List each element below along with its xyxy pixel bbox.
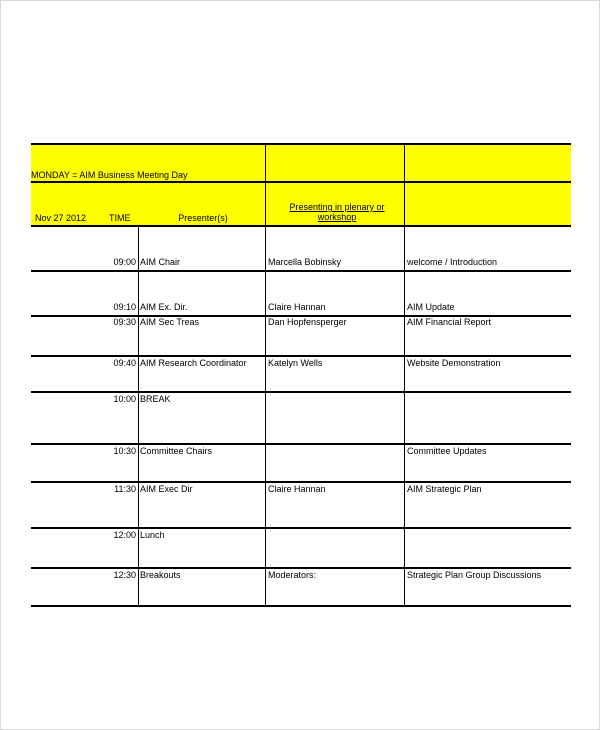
day-title: MONDAY = AIM Business Meeting Day (31, 170, 188, 180)
row-time: 09:10 (113, 302, 136, 312)
date-label: Nov 27 2012 (35, 213, 87, 223)
row-activity: Breakouts (140, 570, 181, 580)
plenary-header-line1: Presenting in plenary or (289, 202, 385, 212)
row-activity: Committee Chairs (140, 446, 213, 456)
row-notes: AIM Financial Report (407, 317, 492, 327)
table-row (31, 567, 571, 605)
table-row (31, 443, 571, 481)
table-row (31, 270, 571, 315)
plenary-header (267, 202, 407, 222)
row-time: 12:00 (113, 530, 136, 540)
table-row (31, 225, 571, 270)
row-notes: Website Demonstration (407, 358, 501, 368)
row-activity: BREAK (140, 394, 171, 404)
rule-row (31, 481, 571, 483)
header-columns-row (31, 181, 571, 225)
row-activity: AIM Sec Treas (140, 317, 200, 327)
row-time: 11:30 (114, 484, 136, 494)
agenda-table (31, 143, 571, 605)
rule-row (31, 315, 571, 317)
rule-header-mid (31, 181, 571, 183)
row-time: 09:40 (113, 358, 136, 368)
col-divider-activity (138, 225, 139, 606)
row-notes: AIM Strategic Plan (407, 484, 482, 494)
row-activity: AIM Research Coordinator (140, 358, 247, 368)
rule-row (31, 527, 571, 529)
row-presenter: Claire Hannan (268, 302, 326, 312)
row-notes: Committee Updates (407, 446, 487, 456)
header-title-row (31, 143, 571, 181)
rule-bottom (31, 605, 571, 607)
plenary-header-line2: workshop (317, 212, 357, 222)
row-time: 09:30 (113, 317, 136, 327)
row-notes: AIM Update (407, 302, 455, 312)
row-activity: AIM Exec Dir (140, 484, 193, 494)
row-presenter: Marcella Bobinsky (268, 257, 342, 267)
row-time: 09:00 (113, 257, 136, 267)
table-row (31, 355, 571, 391)
presenter-header: Presenter(s) (178, 213, 228, 223)
table-row (31, 315, 571, 355)
row-presenter: Katelyn Wells (268, 358, 323, 368)
rule-row (31, 355, 571, 357)
rule-row (31, 270, 571, 272)
row-notes: welcome / Introduction (407, 257, 498, 267)
row-presenter: Dan Hopfensperger (268, 317, 347, 327)
row-presenter: Moderators: (268, 570, 317, 580)
row-notes: Strategic Plan Group Discussions (407, 570, 542, 580)
rule-top (31, 143, 571, 145)
rule-row (31, 443, 571, 445)
time-header: TIME (109, 213, 131, 223)
row-activity: AIM Chair (140, 257, 181, 267)
col-divider-presenter (265, 143, 266, 606)
rule-header-bottom (31, 225, 571, 227)
table-row (31, 391, 571, 443)
row-time: 12:30 (113, 570, 136, 580)
table-row (31, 527, 571, 567)
row-time: 10:30 (113, 446, 136, 456)
col-divider-notes (404, 143, 405, 606)
rule-row (31, 391, 571, 393)
row-time: 10:00 (113, 394, 136, 404)
row-presenter: Claire Hannan (268, 484, 326, 494)
rule-row (31, 567, 571, 569)
table-row (31, 481, 571, 527)
row-activity: Lunch (140, 530, 165, 540)
row-activity: AIM Ex. Dir. (140, 302, 188, 312)
